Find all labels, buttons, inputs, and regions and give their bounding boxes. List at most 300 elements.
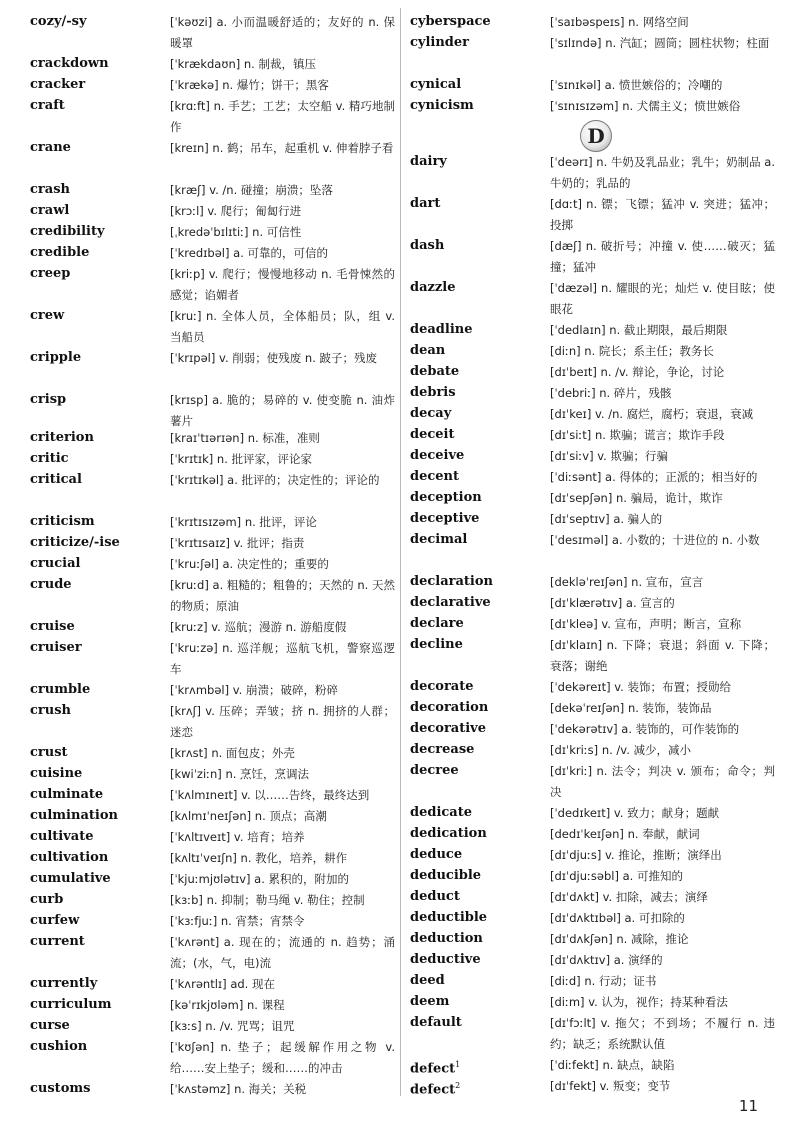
pronunciation: [ˈkruːʃəl] (170, 557, 219, 571)
headword (30, 554, 165, 574)
entry-definition-block (170, 1037, 395, 1079)
entry-definition-block (550, 614, 775, 635)
entry-definition-block (550, 362, 775, 383)
headword (410, 320, 545, 340)
headword-text: deadline (410, 322, 473, 337)
headword-text: cozy/-sy (30, 14, 87, 29)
headword (30, 575, 165, 595)
entry-definition-block (170, 12, 395, 54)
definition: a. 批评的；决定性的；评论的 (227, 473, 380, 487)
entry-definition-block (170, 449, 395, 470)
headword-text: credible (30, 245, 90, 260)
headword (30, 995, 165, 1015)
headword-text: curriculum (30, 997, 112, 1012)
pronunciation: [ˈsɪnɪsɪzəm] (550, 99, 619, 113)
pronunciation: [dɪˈklaɪn] (550, 638, 603, 652)
entry-definition-block (550, 320, 775, 341)
headword-text: cracker (30, 77, 86, 92)
definition: a. 骗人的 (613, 512, 663, 526)
headword (410, 845, 545, 865)
definition: v. 爬行；慢慢地移动 n. 毛骨悚然的感觉；谄媚者 (170, 267, 396, 302)
pronunciation: [dɪˈdʌkt] (550, 890, 599, 904)
headword (30, 680, 165, 700)
definition: a. 小数的；十进位的 n. 小数 (611, 533, 760, 547)
entry-definition-block (550, 96, 775, 117)
definition: n. 爆竹；饼干；黑客 (222, 78, 329, 92)
headword (410, 698, 545, 718)
headword (410, 33, 545, 53)
pronunciation: [dɪˈbeɪt] (550, 365, 597, 379)
definition: n. 鹤；吊车，起重机 v. 伸着脖子看 (212, 141, 394, 155)
pronunciation: [ˈkrɪtɪkəl] (170, 473, 224, 487)
definition: n. 镖；飞镖；猛冲 v. 突进；猛冲；投掷 (550, 197, 775, 232)
entry-definition-block (170, 138, 395, 159)
headword-text: customs (30, 1081, 91, 1096)
entry-definition-block (550, 761, 775, 803)
pronunciation: [kɜːs] (170, 1019, 202, 1033)
entry-definition-block (550, 845, 775, 866)
entry-definition-block (550, 677, 775, 698)
definition: n. 破折号；冲撞 v. 使……破灭；猛撞；猛冲 (550, 239, 776, 274)
headword-text: curse (30, 1018, 70, 1033)
pronunciation: [ˈkrɪtɪk] (170, 452, 214, 466)
pronunciation: [kəˈrɪkjʊləm] (170, 998, 244, 1012)
definition: v. 压碎；弄皱；挤 n. 拥挤的人群；迷恋 (170, 704, 396, 739)
definition: n. 犬儒主义；愤世嫉俗 (622, 99, 741, 113)
entry-definition-block (170, 264, 395, 306)
definition: v. 欺骗；行骗 (597, 449, 668, 463)
headword (410, 1013, 545, 1033)
definition: v. 爬行；匍匐行进 (207, 204, 302, 218)
headword-text: crawl (30, 203, 70, 218)
definition: v. 批评；指责 (233, 536, 305, 550)
headword (30, 911, 165, 931)
headword-text: cynicism (410, 98, 474, 113)
entry-definition-block (170, 869, 395, 890)
definition: n. 耀眼的光；灿烂 v. 使目眩；使眼花 (550, 281, 776, 316)
pronunciation: [ˈkrɪtɪsaɪz] (170, 536, 230, 550)
headword (30, 764, 165, 784)
pronunciation: [dɪˈdjuːs] (550, 848, 602, 862)
headword-text: creep (30, 266, 71, 281)
pronunciation: [ˈkrʌmbəl] (170, 683, 230, 697)
definition: v. /n. 腐烂，腐朽；衰退，衰减 (594, 407, 754, 421)
pronunciation: [ˈkʌlmɪneɪt] (170, 788, 238, 802)
definition: n. 截止期限，最后期限 (609, 323, 728, 337)
headword-text: declarative (410, 595, 491, 610)
headword-text: declaration (410, 574, 493, 589)
pronunciation: [dɪˈdʌktɪv] (550, 953, 611, 967)
headword (410, 467, 545, 487)
headword (410, 887, 545, 907)
definition: n. /v. 咒骂；诅咒 (205, 1019, 295, 1033)
headword-text: crush (30, 703, 71, 718)
entry-definition-block (170, 911, 395, 932)
entry-definition-block (550, 33, 775, 54)
headword (30, 617, 165, 637)
definition: n. 法令；判决 v. 颁布；命令；判决 (550, 764, 776, 799)
headword (30, 390, 165, 410)
pronunciation: [dɪˈkeɪ] (550, 407, 592, 421)
pronunciation: [dɪˈdʌkʃən] (550, 932, 613, 946)
definition: v. 培育；培养 (233, 830, 305, 844)
entry-definition-block (550, 75, 775, 96)
pronunciation: [diːd] (550, 974, 581, 988)
pronunciation: [kruːz] (170, 620, 208, 634)
pronunciation: [krɔːl] (170, 204, 204, 218)
pronunciation: [kræʃ] (170, 183, 206, 197)
definition: n. 骗局，诡计，欺诈 (615, 491, 723, 505)
pronunciation: [ˈdekəreɪt] (550, 680, 611, 694)
definition: v. 以……告终，最终达到 (241, 788, 370, 802)
entry-definition-block (170, 348, 395, 369)
headword-text: cruiser (30, 640, 82, 655)
headword-text: dairy (410, 154, 447, 169)
headword (410, 950, 545, 970)
pronunciation: [ˈkrɪpəl] (170, 351, 216, 365)
definition: a. 装饰的，可作装饰的 (621, 722, 740, 736)
headword (30, 1037, 165, 1057)
headword (30, 1079, 165, 1099)
headword-text: default (410, 1015, 462, 1030)
headword-text: dedication (410, 826, 487, 841)
entry-definition-block (550, 971, 775, 992)
pronunciation: [dekləˈreɪʃən] (550, 575, 628, 589)
headword (410, 530, 545, 550)
headword (30, 848, 165, 868)
headword-text: crumble (30, 682, 91, 697)
entry-definition-block (170, 890, 395, 911)
pronunciation: [ˈsɪnɪkəl] (550, 78, 601, 92)
entry-definition-block (550, 341, 775, 362)
definition: n. 行动；证书 (584, 974, 657, 988)
headword-text: dean (410, 343, 446, 358)
headword (410, 278, 545, 298)
pronunciation: [kʌlmɪˈneɪʃən] (170, 809, 252, 823)
entry-definition-block (170, 306, 395, 348)
headword-text: cripple (30, 350, 82, 365)
pronunciation: [kriːp] (170, 267, 205, 281)
headword-text: defect (410, 1061, 456, 1077)
headword (410, 96, 545, 116)
entry-definition-block (170, 827, 395, 848)
pronunciation: [dɪˈsiːt] (550, 428, 592, 442)
headword-text: decline (410, 637, 463, 652)
definition: n. 抑制；勒马绳 v. 勒住；控制 (206, 893, 365, 907)
headword-text: cumulative (30, 871, 111, 886)
headword (30, 138, 165, 158)
headword-text: criticize/-ise (30, 535, 120, 550)
definition: n. 可信性 (252, 225, 302, 239)
pronunciation: [ˈdebriː] (550, 386, 596, 400)
pronunciation: [ˈdekərətɪv] (550, 722, 618, 736)
entry-definition-block (550, 719, 775, 740)
definition: n. 顶点；高潮 (254, 809, 327, 823)
entry-definition-block (170, 974, 395, 995)
headword (30, 243, 165, 263)
headword-text: debris (410, 385, 456, 400)
pronunciation: [diːm] (550, 995, 585, 1009)
pronunciation: [ˈkredɪbəl] (170, 246, 230, 260)
headword-text: deductive (410, 952, 481, 967)
pronunciation: [dekəˈreɪʃən] (550, 701, 625, 715)
definition: a. 可扣除的 (624, 911, 685, 925)
pronunciation: [kruː] (170, 309, 202, 323)
headword-text: defect (410, 1082, 456, 1098)
headword (410, 614, 545, 634)
definition: v. 装饰；布置；授勋给 (614, 680, 731, 694)
headword (410, 593, 545, 613)
headword-text: deducible (410, 868, 482, 883)
entry-definition-block (170, 995, 395, 1016)
headword-text: decrease (410, 742, 475, 757)
pronunciation: [ˈkrɪtɪsɪzəm] (170, 515, 242, 529)
definition: a. 得体的；正派的；相当好的 (605, 470, 758, 484)
entry-definition-block (170, 680, 395, 701)
entry-definition-block (170, 554, 395, 575)
entry-definition-block (550, 635, 775, 677)
headword-text: decay (410, 406, 452, 421)
definition: n. 课程 (246, 998, 285, 1012)
headword-text: cynical (410, 77, 462, 92)
headword (410, 719, 545, 739)
entry-definition-block (550, 1055, 775, 1076)
headword-text: crane (30, 140, 71, 155)
pronunciation: [ˈdesɪməl] (550, 533, 609, 547)
pronunciation: [ˌkredəˈbɪlɪtiː] (170, 225, 249, 239)
definition: v. 认为，视作；持某种看法 (588, 995, 728, 1009)
headword (410, 740, 545, 760)
headword-text: debate (410, 364, 460, 379)
entry-definition-block (170, 806, 395, 827)
headword (30, 512, 165, 532)
headword (410, 971, 545, 991)
headword-text: culmination (30, 808, 118, 823)
headword (30, 638, 165, 658)
entry-definition-block (550, 530, 775, 551)
pronunciation: [dæʃ] (550, 239, 582, 253)
entry-definition-block (170, 470, 395, 491)
definition: n. 碎片，残骸 (599, 386, 672, 400)
definition: n. 标准，准则 (247, 431, 320, 445)
entry-definition-block (550, 446, 775, 467)
entry-definition-block (550, 866, 775, 887)
headword (30, 869, 165, 889)
definition: n. 批评，评论 (244, 515, 317, 529)
definition: a. 宣言的 (625, 596, 675, 610)
pronunciation: [ˈkəʊzi] (170, 15, 213, 29)
pronunciation: [dɪˈsepʃən] (550, 491, 613, 505)
entry-definition-block (170, 390, 395, 432)
headword-text: dash (410, 238, 445, 253)
headword-text: criterion (30, 430, 94, 445)
headword (410, 75, 545, 95)
headword (410, 488, 545, 508)
definition: v. 扣除，减去；演绎 (602, 890, 708, 904)
entry-definition-block (550, 404, 775, 425)
definition: v. 叛变；变节 (599, 1079, 671, 1093)
headword-text: cyberspace (410, 14, 491, 29)
definition: n. 缺点，缺陷 (602, 1058, 675, 1072)
definition: a. 脆的；易碎的 v. 使变脆 n. 油炸薯片 (170, 393, 395, 428)
headword (30, 1016, 165, 1036)
headword (410, 1076, 545, 1100)
headword (30, 201, 165, 221)
headword (30, 348, 165, 368)
definition: n. 宵禁；宵禁令 (220, 914, 305, 928)
definition: v. 致力；献身；题献 (613, 806, 720, 820)
pronunciation: [krɪsp] (170, 393, 208, 407)
pronunciation: [dedɪˈkeɪʃən] (550, 827, 624, 841)
entry-definition-block (170, 575, 395, 617)
headword-text: deed (410, 973, 445, 988)
entry-definition-block (550, 908, 775, 929)
headword-text: credibility (30, 224, 105, 239)
headword-text: curfew (30, 913, 80, 928)
headword-text: crew (30, 308, 65, 323)
homograph-number: 2 (455, 1081, 461, 1090)
headword (30, 428, 165, 448)
pronunciation: [dɪˈdjuːsəbl] (550, 869, 619, 883)
headword (410, 929, 545, 949)
definition: n. 欺骗；谎言；欺诈手段 (594, 428, 725, 442)
entry-definition-block (550, 1076, 775, 1097)
definition: n. 牛奶及乳品业；乳牛；奶制品 a. 牛奶的；乳品的 (550, 155, 776, 190)
definition: v. 巡航；漫游 n. 游船度假 (211, 620, 347, 634)
definition: n. 宣布，宣言 (631, 575, 704, 589)
pronunciation: [ˈkʌstəmz] (170, 1082, 231, 1096)
definition: v. 崩溃；破碎，粉碎 (232, 683, 338, 697)
definition: a. 愤世嫉俗的；冷嘲的 (604, 78, 723, 92)
headword (410, 635, 545, 655)
headword-text: deem (410, 994, 450, 1009)
headword-text: decent (410, 469, 460, 484)
entry-definition-block (550, 488, 775, 509)
pronunciation: [dɪˈfɔːlt] (550, 1016, 596, 1030)
entry-definition-block (550, 152, 775, 194)
headword (30, 75, 165, 95)
pronunciation: [kʌltɪˈveɪʃn] (170, 851, 237, 865)
headword (30, 701, 165, 721)
headword (410, 824, 545, 844)
entry-definition-block (170, 932, 395, 974)
headword-text: decorate (410, 679, 474, 694)
headword (410, 404, 545, 424)
headword (410, 866, 545, 886)
headword-text: cultivation (30, 850, 109, 865)
pronunciation: [ˈkʌltɪveɪt] (170, 830, 231, 844)
entry-definition-block (170, 222, 395, 243)
headword-text: cylinder (410, 35, 470, 50)
definition: n. 制裁，镇压 (243, 57, 316, 71)
headword-text: decree (410, 763, 459, 778)
headword-text: deduction (410, 931, 483, 946)
entry-definition-block (550, 992, 775, 1013)
headword-text: deductible (410, 910, 488, 925)
definition: ad. 现在 (230, 977, 275, 991)
headword (30, 264, 165, 284)
entry-definition-block (550, 593, 775, 614)
pronunciation: [dɪˈdʌktɪbəl] (550, 911, 621, 925)
headword-text: declare (410, 616, 464, 631)
definition: n. 教化，培养，耕作 (240, 851, 348, 865)
pronunciation: [kreɪn] (170, 141, 209, 155)
definition: n. 奉献，献词 (627, 827, 700, 841)
entry-definition-block (550, 509, 775, 530)
definition: v. 削弱；使残废 n. 跛子；残废 (219, 351, 378, 365)
headword-text: critical (30, 472, 82, 487)
entry-definition-block (550, 236, 775, 278)
pronunciation: [ˈkʊʃən] (170, 1040, 215, 1054)
pronunciation: [dɑːt] (550, 197, 582, 211)
headword (30, 306, 165, 326)
pronunciation: [ˈkʌrəntlɪ] (170, 977, 227, 991)
headword-text: criticism (30, 514, 95, 529)
entry-definition-block (170, 638, 395, 680)
headword (410, 992, 545, 1012)
definition: n. 下降；衰退；斜面 v. 下降；衰落；谢绝 (550, 638, 776, 673)
pronunciation: [ˈkjuːmjʊlətɪv] (170, 872, 251, 886)
headword (410, 509, 545, 529)
pronunciation: [kɜːb] (170, 893, 203, 907)
headword-text: cuisine (30, 766, 83, 781)
entry-definition-block (170, 617, 395, 638)
entry-definition-block (170, 512, 395, 533)
headword (30, 785, 165, 805)
headword-text: dazzle (410, 280, 456, 295)
headword (30, 12, 165, 32)
definition: n. 面包皮；外壳 (211, 746, 295, 760)
page-number: 11 (738, 1097, 758, 1115)
headword-text: craft (30, 98, 65, 113)
definition: n. 院长；系主任；教务长 (584, 344, 714, 358)
headword (30, 974, 165, 994)
headword (410, 425, 545, 445)
headword-text: dart (410, 196, 441, 211)
definition: n. /v. 减少，减小 (601, 743, 692, 757)
headword (410, 152, 545, 172)
pronunciation: [ˈkrækdaʊn] (170, 57, 241, 71)
headword-text: deceive (410, 448, 465, 463)
headword-text: crust (30, 745, 68, 760)
entry-definition-block (550, 425, 775, 446)
entry-definition-block (170, 96, 395, 138)
headword (410, 362, 545, 382)
pronunciation: [dɪˈkleə] (550, 617, 598, 631)
entry-definition-block (170, 180, 395, 201)
pronunciation: [ˈkʌrənt] (170, 935, 220, 949)
headword (410, 236, 545, 256)
headword (30, 54, 165, 74)
definition: a. 累积的，附加的 (254, 872, 350, 886)
entry-definition-block (550, 383, 775, 404)
pronunciation: [ˈkruːzə] (170, 641, 218, 655)
headword-text: crisp (30, 392, 67, 407)
headword-text: dedicate (410, 805, 473, 820)
pronunciation: [kwiˈziːn] (170, 767, 222, 781)
headword-text: decoration (410, 700, 489, 715)
entry-definition-block (170, 1079, 395, 1100)
entry-definition-block (550, 12, 775, 33)
pronunciation: [dɪˈseptɪv] (550, 512, 610, 526)
entry-definition-block (170, 201, 395, 222)
entry-definition-block (550, 698, 775, 719)
headword-text: deduct (410, 889, 460, 904)
definition: n. 汽缸；圆筒；圆柱状物；柱面 (605, 36, 770, 50)
headword-text: deceptive (410, 511, 480, 526)
homograph-number: 1 (455, 1060, 461, 1069)
entry-definition-block (550, 194, 775, 236)
